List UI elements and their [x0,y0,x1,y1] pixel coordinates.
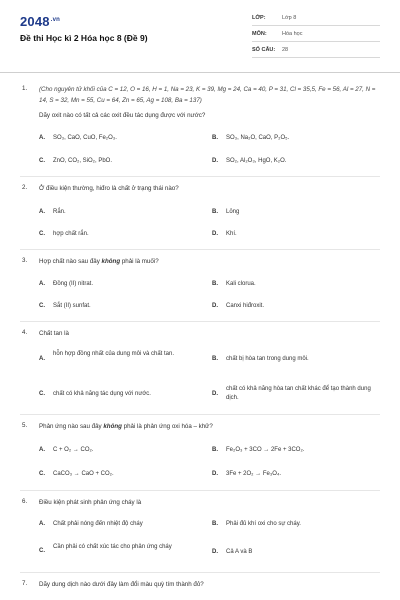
field-class-label: LỚP: [252,15,266,21]
question-text: Dãy oxit nào có tất cả các oxit đều tác dụng được với nước? [39,112,206,119]
exam-page: $2048^{.vn}$ Đề thi Học kì 2 Hóa học 8 (Đề 9) LỚP: Lớp 8 MÔN: Hóa học SỐ CÂU: 28 1. (Cho nguyên tử khối của C = 12, O = 16, H = 1, Na = 23, K = 39, Mg = 24, Ca = 40, P = 31, Cl = 35,5, Fe = 56, Al = 27, N = 14, S = 32, Mn = 55, Cu = 64, Zn = 65, Ag = 108, Ba = 137) Dãy oxit nào có tất cả các oxit đều tác dụng được với nước? A. SO₃, CaO, CuO, Fe₂O₃. B. SO₃, Na₂O, CaO, P₂O₅. C. ZnO, CO₂, SiO₂, PbO. D. SO₂, Al₂O₃, HgO, K₂O. 2. Ở điều kiện thường, hiđro là chất ở trạng thái nào? A. Rắn. B. Lỏng C. hợp chất rắn. D. Khí. 3. Hợp chất nào sau đây không phải là muối? A. Đồng (II) nitrat. B. Kali clorua. C. Sắt (II) sunfat. D. Canxi hiđroxit. 4. Chất tan là A. hỗn hợp đồng nhất của dung môi và chất tan. B. chất bị hòa tan trong dung môi. C. chất có khả năng tác dụng với nước. D. chất có khả năng hòa tan chất khác để tạo thành dung dịch. 5. Phản ứng nào sau đây không phải là phản ứng oxi hóa – khử? A. C + O₂ → CO₂. B. Fe₂O₃ + 3CO → 2Fe + 3CO₂. C. CaCO₃ → CaO + CO₂. D. 3Fe + 2O₂ → Fe₃O₄. 6. Điều kiện phát sinh phản ứng cháy là A. Chất phải nóng đến nhiệt độ cháy B. Phải đủ khí oxi cho sự cháy. C. Cần phải có chất xúc tác cho phản ứng cháy D. Cả A và B 7. Dãy dung dịch nào dưới đây làm đổi màu quỳ tím thành đỏ? [0,0,400,600]
field-count-label: SỐ CÂU: [252,47,276,53]
question-divider [20,249,380,250]
field-count-value: 28 [282,47,289,53]
question-text: Hợp chất nào sau đây không phải là muối? [39,258,159,265]
emphasis-word: không [103,423,122,430]
question-number: 4. [22,329,28,336]
field-divider [252,57,380,58]
field-subject-value: Hóa học [282,31,303,37]
field-class-value: Lớp 8 [282,15,297,21]
question-text: Điều kiện phát sinh phản ứng cháy là [39,499,142,506]
exam-header [0,0,400,73]
question-text: Phản ứng nào sau đây không phải là phản ứng oxi hóa – khử? [39,423,213,430]
emphasis-word: không [101,258,121,265]
question-number: 3. [22,257,28,264]
question-divider [20,321,380,322]
question-divider [20,490,380,491]
question-number: 1. [22,85,28,92]
question-number: 6. [22,498,28,505]
field-divider [252,25,380,26]
site-logo[interactable]: $2048^{.vn}$ [20,14,61,29]
question-number: 2. [22,184,28,191]
exam-title: Đề thi Học kì 2 Hóa học 8 (Đề 9) [20,33,148,43]
field-divider [252,41,380,42]
question-divider [20,414,380,415]
question-divider [20,176,380,177]
question-number: 5. [22,422,28,429]
question-note: (Cho nguyên tử khối của C = 12, O = 16, H = 1, Na = 23, K = 39, Mg = 24, Ca = 40, P = 31, Cl = 35,5, Fe = 56, Al = 27, N = 14, S = 32, Mn = 55, Cu = 64, Zn = 65, Ag = 108, Ba = 137) [39,86,376,104]
question-divider [20,572,380,573]
question-text: Dãy dung dịch nào dưới đây làm đổi màu quỳ tím thành đỏ? [39,581,204,588]
field-subject-label: MÔN: [252,31,267,37]
question-text: Ở điều kiện thường, hiđro là chất ở trạng thái nào? [39,185,179,192]
question-text: Chất tan là [39,330,69,337]
question-number: 7. [22,580,28,587]
